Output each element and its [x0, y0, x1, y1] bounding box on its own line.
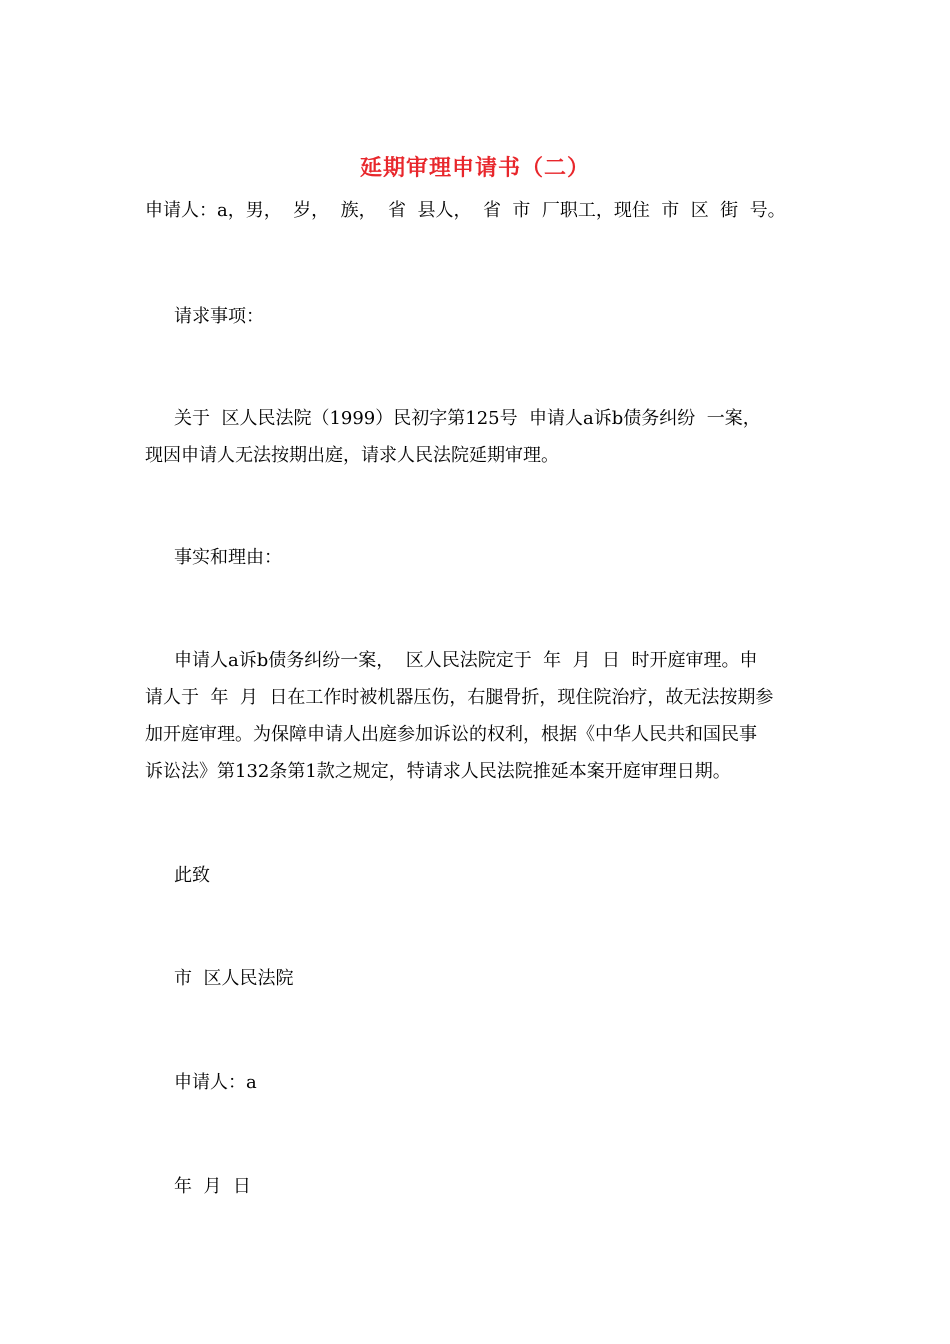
closing-salutation: 此致 — [174, 865, 210, 886]
request-heading: 请求事项： — [174, 306, 264, 327]
facts-heading: 事实和理由： — [174, 547, 282, 568]
request-line-1: 关于 区人民法院（1999）民初字第125号 申请人a诉b债务纠纷 一案， — [174, 408, 761, 429]
facts-line-3: 加开庭审理。为保障申请人出庭参加诉讼的权利，根据《中华人民共和国民事 — [145, 724, 757, 745]
applicant-info: 申请人：a，男， 岁， 族， 省 县人， 省 市 厂职工，现住 市 区 街 号。 — [145, 200, 786, 221]
request-line-2: 现因申请人无法按期出庭，请求人民法院延期审理。 — [145, 445, 559, 466]
signature-line: 申请人：a — [174, 1072, 257, 1093]
date-line: 年 月 日 — [174, 1176, 251, 1197]
court-name: 市 区人民法院 — [174, 968, 294, 989]
facts-line-4: 诉讼法》第132条第1款之规定，特请求人民法院推延本案开庭审理日期。 — [145, 761, 731, 782]
facts-line-1: 申请人a诉b债务纠纷一案， 区人民法院定于 年 月 日 时开庭审理。申 — [174, 650, 758, 671]
facts-line-2: 请人于 年 月 日在工作时被机器压伤，右腿骨折，现住院治疗，故无法按期参 — [145, 687, 774, 708]
document-title: 延期审理申请书（二） — [359, 155, 590, 181]
